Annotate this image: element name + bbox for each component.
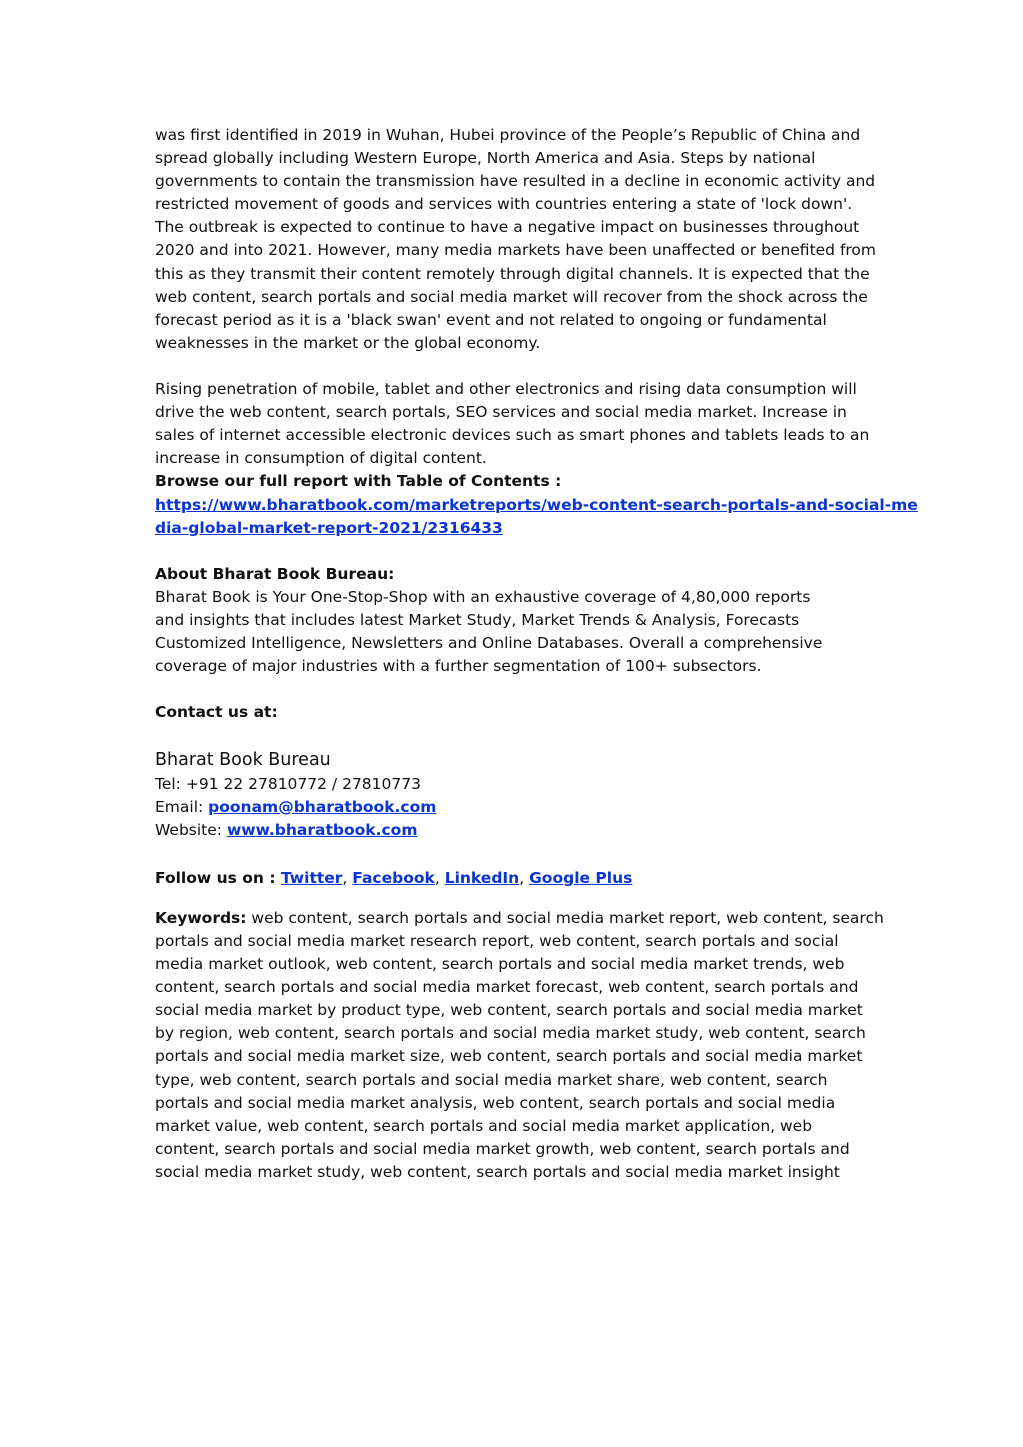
text-line: portals and social media market size, web content, search portals and social media market (155, 1047, 863, 1066)
report-url (155, 494, 918, 540)
follow-row (155, 867, 880, 890)
text-line: was first identified in 2019 in Wuhan, Hubei province of the People’s Republic of China and (155, 126, 861, 144)
text-line: governments to contain the transmission have resulted in a decline in economic activity and (155, 172, 876, 191)
website-row (155, 819, 880, 842)
text-line: drive the web content, search portals, SEO services and social media market. Increase in (155, 403, 847, 422)
paragraph-spacer (155, 355, 880, 378)
text-line: content, search portals and social media market growth, web content, search portals and (155, 1139, 850, 1158)
market-driver-paragraph (155, 378, 880, 470)
text-line: web content, search portals and social media market will recover from the shock across the (155, 287, 868, 306)
document-page (155, 124, 918, 1184)
website-label: Website: (155, 820, 227, 839)
report-link-line-1[interactable]: https://www.bharatbook.com/marketreports/web-content-search-portals-and-social-me (155, 495, 918, 514)
separator: , (342, 868, 353, 887)
website-link[interactable]: www.bharatbook.com (226, 820, 418, 839)
text-line: web content, search portals and social media market report, web content, search (246, 908, 884, 927)
follow-label: Follow us on : (155, 868, 281, 887)
paragraph-spacer (155, 678, 880, 701)
text-line: coverage of major industries with a further segmentation of 100+ subsectors. (155, 657, 762, 676)
paragraph-spacer (155, 540, 880, 563)
report-link-line-2[interactable]: dia-global-market-report-2021/2316433 (155, 518, 503, 537)
linkedin-link[interactable]: LinkedIn (444, 868, 520, 887)
separator: , (519, 868, 530, 887)
text-line: social media market study, web content, search portals and social media market insight (155, 1162, 840, 1181)
telephone: Tel: +91 22 27810772 / 27810773 (155, 774, 421, 793)
browse-report-label: Browse our full report with Table of Contents : (155, 472, 562, 491)
text-line: 2020 and into 2021. However, many media markets have been unaffected or benefited from (155, 241, 877, 260)
separator: , (434, 868, 445, 887)
text-line: weaknesses in the market or the global economy. (155, 333, 541, 352)
contact-heading: Contact us at: (155, 703, 278, 722)
about-heading: About Bharat Book Bureau: (155, 564, 395, 583)
google-plus-link[interactable]: Google Plus (529, 868, 633, 887)
text-line: social media market by product type, web content, search portals and social media market (155, 1001, 863, 1020)
email-label: Email: (155, 797, 209, 816)
text-line: sales of internet accessible electronic devices such as smart phones and tablets leads to an (155, 426, 870, 445)
paragraph-spacer (155, 724, 880, 747)
twitter-link[interactable]: Twitter (280, 868, 343, 887)
text-line: market value, web content, search portals and social media market application, web (155, 1116, 813, 1135)
text-line: and insights that includes latest Market Study, Market Trends & Analysis, Forecasts (155, 610, 800, 629)
text-line: type, web content, search portals and social media market share, web content, search (155, 1070, 828, 1089)
about-paragraph (155, 586, 880, 678)
text-line: Rising penetration of mobile, tablet and other electronics and rising data consumption will (155, 380, 857, 399)
paragraph-spacer (155, 890, 880, 907)
paragraph-spacer (155, 842, 880, 867)
text-line: this as they transmit their content remotely through digital channels. It is expected that the (155, 264, 870, 283)
text-line: portals and social media market analysis, web content, search portals and social media (155, 1093, 836, 1112)
email-link[interactable]: poonam@bharatbook.com (208, 797, 437, 816)
text-line: increase in consumption of digital content. (155, 449, 487, 468)
text-line: Customized Intelligence, Newsletters and Online Databases. Overall a comprehensive (155, 634, 823, 653)
intro-paragraph (155, 124, 880, 355)
organization-name: Bharat Book Bureau (155, 749, 331, 770)
text-line: The outbreak is expected to continue to have a negative impact on businesses throughout (155, 218, 860, 237)
text-line: forecast period as it is a 'black swan' event and not related to ongoing or fundamental (155, 310, 827, 329)
text-line: portals and social media market research report, web content, search portals and social (155, 932, 839, 950)
email-row (155, 796, 880, 819)
keywords-paragraph (155, 907, 884, 1184)
text-line: media market outlook, web content, search portals and social media market trends, web (155, 955, 845, 974)
facebook-link[interactable]: Facebook (352, 868, 435, 887)
text-line: content, search portals and social media market forecast, web content, search portals and (155, 978, 859, 997)
keywords-label: Keywords: (155, 908, 247, 927)
keywords-first-line (155, 907, 884, 930)
text-line: by region, web content, search portals and social media market study, web content, search (155, 1024, 866, 1043)
text-line: Bharat Book is Your One-Stop-Shop with an exhaustive coverage of 4,80,000 reports (155, 587, 811, 606)
text-line: restricted movement of goods and services with countries entering a state of 'lock down'. (155, 195, 853, 214)
text-line: spread globally including Western Europe, North America and Asia. Steps by national (155, 149, 816, 168)
